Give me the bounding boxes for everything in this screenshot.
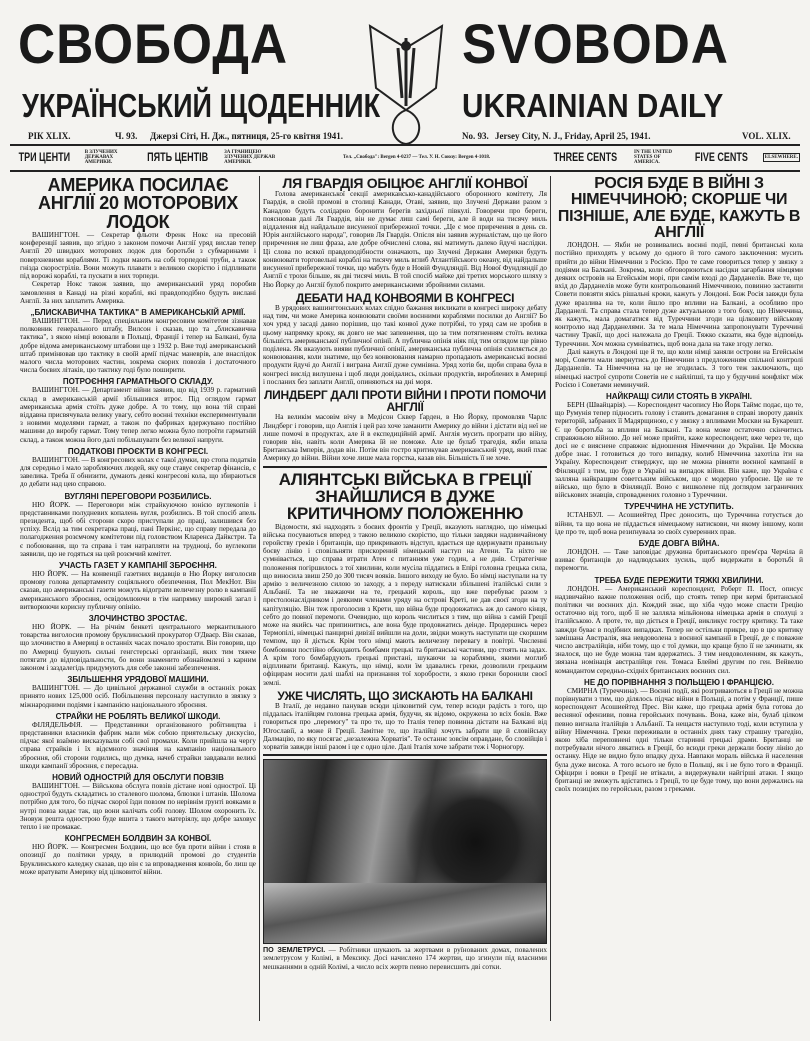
subheadline: НАЙКРАЩІ СИЛИ СТОЯТЬ В УКРАЇНІ.	[606, 391, 752, 401]
center-column	[263, 176, 547, 971]
headline: УЖЕ ЧИСЛЯТЬ, ЩО ЗИСКАЮТЬ НА БАЛКАНІ	[277, 688, 533, 703]
headline: ЛЯ ГВАРДІЯ ОБІЦЮЄ АНГЛІЇ КОНВОЇ	[282, 175, 528, 191]
right-column	[555, 176, 803, 793]
earthquake-photo	[263, 759, 547, 944]
subheadline: ТУРЕЧЧИНА НЕ УСТУПИТЬ.	[624, 502, 734, 512]
article-text: Відомости, які надходять з боєвих фронтів у Греції, вказують наглядно, що німецькі війська посуваються вперед з такою великою скорістю, що тільки завдяки надзвичайному геройству греків і британців, що прикривають відступ, вдається ще вдержувати правильну боєву лінію і сповільняти прискорений німецький наступ на Атени. Та ніхто не сумнівається, що справа втрати Атен є питанням уже годин, а не днів. Стратегічне положення погіршилось з тої хвилини, коли мусіла піддатись в Епірі головна грецька сила, що виносила звиш 250 до 300 тисяч вояків. Іншого виходу не було. Бо німці наступали на ту армію з величезною силою зо заходу, а з переду натискали збільшені італійські сили з Альбанії. Та не зважаючи на те, грецький король, що вже перебуває разом з престолонаслідником і деякими членами уряду на острові Креті, не дав своєї згоди на ту капітуляцію. Він теж проголосив з Крети, що війна буде продовжатись аж до самого кінця, себто до повної перемоги. Очевидно, що король числиться з тим, що війна з самій Греції може на якийсь час припинитись, але вона буде продовжатись деінде. Продершись через Термопілі, німецькі панцирні дивізії вийшли на доли, звідки можуть наступати ще скоршим темпом, що й діється. Крім того німці мають величезну перевагу в повітрі. Численні бомбовики постійно обкидають бомбами грецькі та британські частини, що стоять на задах. А крім того бомбардують грецькі пристані, шукаючи за кораблями, якими моглиб відпливати британці. Кажуть, що німці, коли їм здавались греки, дозволили грецьким офіцирам носити далі шаблі на признання тої хоробрости, з якою греки боронили своєї землі.	[263, 522, 547, 687]
price-1-note: В ЗЛУЧЕНИХ ДЕРЖАВАХ АМЕРИКИ.	[84, 149, 118, 165]
date-en: Jersey City, N. J., Friday, April 25, 1941.	[495, 131, 651, 141]
article-text: ЛОНДОН. — Якби не розвивались воєнні події, певні британські кола постійно приходять у всьому до одного й того самого заключення: мусить прийти до війни Німеччини з Росією. Про те саме говориться тепер у звязку з подіями на Балкані. Зокрема, коли обговорюються насідки загарбання німцями деяких островів на Егейськім морі, при самім вході до Дарданелів. Вже те, що вхід до Дарданелів може бути контрольований Німеччиною, повинно заставити Совети повзяти якісь рішальні кроки, кажуть у Лондоні. Бож Росія завжди була дуже вразлива на те, коли йшло про впливи на Балкані, а особливо про Дарданелі. Та справа стала тепер дуже актуальною з того боку, що Німеччина, як кажуть, мала домагатися від Туреччини згоди на цілковиту військову контролю над Дарданелями. За те мала Німеччина запропонувати Туреччині частину Тракії, що досі належала до Греції. Тяжко сказати, яка буде відповідь Туреччини. Хоч можна сумніватись, щоб вона дала на таке згоду легко.	[555, 241, 803, 348]
article-text: ВАШИНГТОН. — Військова обслуга повзів дістане нові однострої. Ці однострої будуть складатись зо сталевого шолома, блюзки і штанів. Шолома потрібно для того, бо підчас скорої їзди повзом по нерівнім ґрунті вояками в нутрі повза кидає так, що вони калічать собі голову. Шолом охоронить їх. Зновуж решта однострою буде вшита з такого матеріялу, що добре заховує тепло і не промакає.	[20, 782, 256, 832]
left-column	[20, 176, 256, 876]
subheadline: ПОДАТКОВІ ПРОЄКТИ В КОНГРЕСІ.	[67, 446, 209, 456]
article-text: НЮ ЙОРК. — Конгресмен Болдвин, що все був проти війни і стояв в опозиції до політики уряду, в прилюдній промові до студентів Бруклинського каледжу сказав, що він є за впровадження конвоїв, бо лиш це може вратувати Америку від цілковитої війни.	[20, 843, 256, 876]
phones: Тел. „Свобода": Bergen 4-0237 — Тел. У. Н. Союзу: Bergen 4-1018.	[342, 154, 491, 160]
trident-emblem-icon	[366, 18, 446, 146]
article-text: На великім масовім вічу в Медісон Сквер Ґарден, в Ню Йорку, промовляв Чарлс Линдберг і говорив, що Англія і цей раз хоче заманити Америку до війни і дістати від неї не лише помочі в продуктах, але й в експедиційній армії. Англія мусить програти цю війну, говорив він, навіть коли Америка їй не поможе. Але це булаб трагедія, якби впала Британська Імперія, додав він. Потім він гостро критикував американський уряд, який пхає Америку до війни. Війни хоче лише мала горстка, казав він. Більшість її не хоче.	[263, 413, 547, 463]
headline: АЛІЯНТСЬКІ ВІЙСЬКА В ГРЕЦІЇ ЗНАЙШЛИСЯ В ДУЖЕ КРИТИЧНОМУ ПОЛОЖЕННЮ	[278, 469, 532, 524]
article-text: ЛОНДОН. — Американський кореспондент, Роберт П. Пост, описує надзвичайно важне положення осіб, що стоять тепер при кермі британської політики чи воєнних діл. Кождий знає, що хіба чудо може спасти Грецію остаточно від того, щоб її не залляла мільйонова німецька армія в сполуці з італійською. А проте, те, що діється в Греції, викликує гостру критику. Та таке завжди буває в подібних випадках. Тепер не остільки прикре, що в цю критику замішана Австралія, яка невдоволена з воєнної кампанії в Греції, де є поважне число австралійців, ніби тому, що є тої думки, що краще було її не зачинати, як зналося, що не буде можна там вдержатись. З тим невдоволенням, як кажуть, звязана номінація австралійця ген. Томаса Блеймі другим по ген. Вейвелю командантом середньо-східніх британських воєнних сил.	[555, 584, 803, 675]
subtitle-english: UKRAINIAN DAILY	[462, 87, 724, 124]
article-text: НЮ ЙОРК. — На конвенції газетних видавців в Ню Йорку виголосив промову голова департаменту соціяльного обезпечення, Пол МекНот. Він сказав, що американські газети можуть відограти величезну ролю в кампанії американського зброєння, освідомлюючи в тім напрямку широкий загал і витворюючи корисну публичну опінію.	[20, 569, 256, 611]
headline: ДЕБАТИ НАД КОНВОЯМИ В КОНГРЕСІ	[295, 290, 515, 305]
article-text: НЮ ЙОРК. — На річнім бенкеті центрального меркантильного товарства виголосив промову бруклинський прокуратор О'Дваєр. Він сказав, що злочинство в Америці в останніх часах почало зростати. Він говорив, що по Америці бушують сильні генгстерські організації, яких тим тяжче потягати до відповідальности, бо вони знаменито обзнайомлені з карним законом і заздалегідь придумують для себе законні забезпечення.	[20, 623, 256, 673]
subheadline: УЧАСТЬ ГАЗЕТ У КАМПАНІЇ ЗБРОЄННЯ.	[59, 560, 217, 570]
article-text: Голова американської секції американсько-канадійського оборонного комітету, Ля Гвардія, в своїй промові в столиці Канади, Отаві, заявив, що Злучені Держави разом з Канадою будуть солідарно боронити берегів західньої півкулі. Говорячи про береги, пояснював далі Ля Гвардія, він не думає лиш самі береги, але й води на тисячу миль віддалення від найдальше висуненої прибережної точки. „Це є мое приречення в день св. Юрія англійського народа", говорив Ля Гвардія. Опісля він заявив журналістам, що це його приречення не лиш фраза, але добре обчислені слова, які матимуть далеко йдучі наслідки. Ці слова по всякої правдоподібности означають, що Злучені Держави Америки будуть конвоювати торговельні кораблі на тисячу миль вглиб Атлантійського океану, від найдальше висуненої прибережної точки, що мабуть буде в Новій Фундляндії. Від Нової Фундляндії до Англії є трохи більше, як дві тисячі миль. В той спосіб майже дві третих морського шляху з Ню Йорку до Англії булоб покрито американськими збройними силами.	[263, 190, 547, 289]
caption-lead: ПО ЗЕМЛЕТРУСІ.	[263, 945, 326, 955]
article-text: ВАШИНГТОН. — Перед спеціяльним конгресовим комітетом зізнавав полковник генерального штабу, Вилсон і сказав, що та „блискавична тактика", з якою німці воювали в Польщі, Франції і тепер на Балкані, була добре відома американському штабови ще з 1932 р. Вже тоді американський штаб примінював цю тактику в своїй армії підчас маневрів, але внаслідок малого числа моторових частин, зокрема скорих повозів і достаточного числа боєвих літаків, цю тактику годі було поширити.	[20, 316, 256, 375]
title-english: SVOBODA	[462, 12, 729, 75]
column-rule	[550, 176, 551, 1021]
article-text: В Італії, де недавно панував всюди цілковитий сум, тепер всюди радість з того, що піддалась італійцям головна грецька армія, будучи, як відомо, окружена зо всіх боків. Вже говориться про „перемогу" та про те, що то Італія тепер повинна дістати на Балкані від Югославії, а може й Греції. Замітне те, що італійці хочуть забрати ще й словійську Далмацію, по яку посягає „незалежна Хорватія". Те останнє зовсім оправдане, бо словійців і хорватів завжди інші разом і це є одно ціле. Далі Італія хоче забрати теж і Чорногору.	[263, 701, 547, 751]
masthead	[0, 8, 810, 138]
article-text: БЕРН (Швайцарія). — Кореспондент часопису Ню Йорк Таймс подає, що те, що Румунія тепер підносить голову і ставить домагання в справі звороту давніх територій, забраних її Мадярщиною, є у звязку з впливами Москви на Букарешт. Є це боротьба за впливи на Балкані. Та вона може остаточно скінчитись справжньою війною. До неї може прийти, каже кореспондент, вже через те, що досі не є вияснене справжнє відношення Німеччини до України. Це Москва добре знає. І готовиться до того випадку, колиб Німеччина захотіла іти на Україну. Кореспондент стверджує, що не можна рівняти воєнної кампанії в Фінляндії з тим, що буде в Україні на випадок війни. Він каже, що Україна є залляна найкращим советським військом, що є модерно узброєне. Це не те військо, що було в Фінляндії. Воно є вишколене під доглядом заграничних військових знавців, спроваджених головно з Туреччини.	[555, 400, 803, 500]
subheadline: НЕ ДО ПОРІВНАННЯ З ПОЛЬЩЕЮ І ФРАНЦІЄЮ.	[584, 677, 774, 687]
article-text: ФІЛЯДЕЛЬФІЯ. — Представники організованого робітництва і представники власників фабрик мали між собою приятельську дискусію, підчас якої взаїмно висказували собі свої промахи. Коли прийшла на чергу справа страйків і їх відємного значіння на кампанію національного зброєння, обі сторони годились, що думка, начеб страйки завдавали великі шкоди кампанії зброєння, є пересадна.	[20, 720, 256, 770]
article-text: В урядових вашингтонських колах слідно бажання викликати в конгресі широку дебату над тим, чи може Америка конвоювати своїми воєнними кораблями посилки до Англії? Бо хоч уряд у засаді давно порішив, що такі конвої дуже потрібні, то уряд сам не зробив в цьому напрямку кроку, як довго не має запевнення, що за тим потягненням стоїть велика більшість американської публичної опінії. А публична опінія ніяк під тим оглядом ще рівно поділена. Як вказують вияви публичної опінії, американська публична опінія схиляється до конвоювання, коли знатиме, що без конвоювання намарно пропадають американські воєнні продукти йдучі до Англії і виграна Англії дуже сумнівна. Уряд хотів би, щоби справа була в конгресі вислід вилушена і щоб люди довідались, скільки продуктів, вироблених в Америці і посланих без заплати Англії, опиняються на дні моря.	[263, 303, 547, 386]
divider	[263, 754, 547, 756]
price-3-note: IN THE UNITED STATES OF AMERICA.	[634, 149, 672, 165]
subheadline: КОНГРЕСМЕН БОЛДВИН ЗА КОНВОЇ.	[64, 834, 212, 844]
divider	[263, 466, 547, 468]
article-text: СМИРНА (Туреччина). — Воєнні події, які розгриваються в Греції не можна порівнувати з тим, що ділялось підчас війни в Польщі, а потім у Франції, пише кореспондент Асошиейтед Прес. Він каже, що грецька армія була готова до весняної офензиви, повна геройських почувань. Вона, каже він, булаб цілком певно вигнала італійців з Альбанії. Та нещастя наступило тоді, коли вступила у війну Німеччина. Греки переживали в останніх днях таку страшну трагедію, якою хіба переповнені одні тільки старинні грецькі драми. Британці не потребували нічого лякатись в Греції, бо всюди греки держали боєву лінію до останку. Ніде не видно було впадку духа. Навпаки мораль війська й населення була дуже висока. А того всього не було в Польщі, як і не було того в Франції. Офіцири і вояки в Греції не втікали, а видержували найгірші атаки. І якщо британці не зможуть вдістатись з Греції, то це буде тому, що вони держались на своїх позиціях по геройськи, разом з греками.	[555, 686, 803, 794]
issue-en: No. 93.	[462, 131, 489, 141]
article-text: НЮ ЙОРК. — Переговори між страйкуючою юнією вуглекопів і представниками полудневих копалень вугля, розбились. В той спосіб апель президента, щоб обі сторони скоро приступали до праці, залишився без успіху. Вслід за тим секретарка праці, пані Перкінс, що справу передала до полагодження розємчому комітетови під головством Кларенса Дайкстри. Та є побоювання, що та справа і там натрапляти на трудноці, бо вуглекопи заявили, що не годяться на цей розємчий комітет.	[20, 500, 256, 558]
article-text: ВАШИНГТОН. — В конгресових колах є такої думки, що стопа податків для середньо і мало заробляючих людей, яку оце ставує секретар фінансів, є завелика. Треба її обнизити, думають деякі конгресові кола, що збираються до дебати над цею справою.	[20, 455, 256, 489]
article-text: ВАШИНГТОН. — До цивільної державної служби в останніх роках принято нових 125,000 осіб. Побільшення персоналу наступило в звязку з міжнародними подіями і кампанією національного зброєння.	[20, 684, 256, 709]
subheadline: НОВИЙ ОДНОСТРІЙ ДЛЯ ОБСЛУГИ ПОВЗІВ	[52, 773, 224, 783]
price-2: ПЯТЬ ЦЕНТІВ	[146, 150, 208, 164]
photo-caption	[263, 946, 547, 971]
article-text: ІСТАНБУЛ. — Асошиейтед Прес доносить, що Туреччина готується до війни, та що вона не піддасться німецькому натискови, чи якому іншому, коли іде про те, щоб вона резиґнувала зо своїх суверенних прав.	[555, 511, 803, 536]
price-1: ТРИ ЦЕНТИ	[18, 150, 71, 164]
headline: АМЕРИКА ПОСИЛАЄ АНГЛІЇ 20 МОТОРОВИХ ЛОДОК	[38, 175, 238, 232]
divider	[10, 170, 800, 172]
price-4: FIVE CENTS	[694, 150, 748, 164]
article-text: ЛОНДОН. — Таке заповідає дружина британського прем'єра Черчіла й взиває британців до надлюдських зусиль, щоб видержати в боротьбі й перемогти.	[555, 547, 803, 573]
subheadline: ВУГЛЯНІ ПЕРЕГОВОРИ РОЗБИЛИСЬ.	[64, 491, 212, 501]
subheadline: ТРЕБА БУДЕ ПЕРЕЖИТИ ТЯЖКІ ХВИЛИНИ.	[594, 575, 764, 585]
subtitle-ukrainian: УКРАЇНСЬКИЙ ЩОДЕННИК	[22, 87, 381, 124]
issue-uk: Ч. 93.	[115, 131, 138, 141]
subheadline: ЗБІЛЬШЕННЯ УРЯДОВОЇ МАШИНИ.	[67, 675, 209, 685]
subheadline: ПОТРОЄННЯ ГАРМАТНЬОГО СКЛАДУ.	[62, 377, 214, 387]
vol-en: VOL. XLIX.	[742, 131, 791, 141]
subheadline: „БЛИСКАВИЧНА ТАКТИКА" В АМЕРИКАНСЬКІЙ АРМІЇ.	[30, 307, 246, 317]
title-ukrainian: СВОБОДА	[18, 12, 288, 75]
article-text: Секретар Нокс також заявив, що американський уряд поробив замовлення в Канаді на різні кораблі, які правдоподібно будуть вислані Англії. За них заплатить Америка.	[20, 280, 256, 305]
subheadline: БУДЕ ДОВГА ВІЙНА.	[638, 538, 720, 548]
price-2-note: ЗА ГРАНИЦЕЮ ЗЛУЧЕНИХ ДЕРЖАВ АМЕРИКИ.	[224, 149, 276, 165]
price-band	[10, 146, 800, 168]
caption-text: — Робітники шукають за жертвами в руїнованих домах, повалених землетрусом у Колімі, в Мексику. Досі начислено 174 жертви, що згинули під власними мешканнями в одній Колімі, а число всіх жертв певно перевисшить дві сотки.	[263, 946, 547, 971]
year-uk: РІК XLIX.	[28, 131, 71, 141]
article-text: Далі кажуть в Лондоні ще й те, що коли німці заняли острови на Егейськім морі, Совети мали звернутись до Німеччини з предложенням спільної контролі Дарданелів. Та Німеччина на це не згодилась. З того теж заключають, що німецькі настрої супроти Советів не є найліпші, та що у будучині конфлікт між Росією і Советами неминучий.	[555, 347, 803, 389]
headline: ЛИНДБЕРГ ДАЛІ ПРОТИ ВІЙНИ І ПРОТИ ПОМОЧИ АНГЛІЇ	[264, 387, 546, 415]
article-text: ВАШИНГТОН. — Департамент війни заявив, що від 1939 р. гарматний склад в американській армії збільшився втроє. Під оглядом гармат американська армія стоїть дуже добре. А то тому, що вона тій справі віддавна присвячувала велику увагу, себто воєнні техніки експериментували з новими моделями гармат, а також по фабриках вдержувано постійно машини до виробу гармат. Тому тепер легко можна було потроїти гарматній склад, а також можна його далі побільшувати без великої напруги.	[20, 386, 256, 444]
headline: РОСІЯ БУДЕ В ВІЙНІ З НІМЕЧЧИНОЮ; СКОРШЕ ЧИ ПІЗНІШЕ, АЛЕ БУДЕ, КАЖУТЬ В АНГЛІЇ	[557, 175, 801, 241]
subheadline: ЗЛОЧИНСТВО ЗРОСТАЄ.	[88, 614, 188, 623]
subheadline: СТРАЙКИ НЕ РОБЛЯТЬ ВЕЛИКОЇ ШКОДИ.	[55, 711, 221, 721]
date-uk: Джерзі Сіті, Н. Дж., пятниця, 25-го квітня 1941.	[150, 131, 343, 141]
price-3: THREE CENTS	[553, 150, 618, 164]
article-text: ВАШИНГТОН. — Секретар фльоти Френк Нокс на пресовій конференції заявив, що згідно з законом помочи Англії уряд вислав тепер Англії 20 швидких моторових лодок для боротьби з субмаринами і поверхневими кораблями. Ті лодки мають на собі торпедові труби, а також гнізда скорострілів. Вони можуть плавати з великою скорістю і підпливати під ворожі кораблі, та пускати в них торпеди.	[20, 231, 256, 281]
price-4-note: ELSEWHERE.	[764, 154, 799, 160]
column-rule	[259, 176, 260, 1021]
